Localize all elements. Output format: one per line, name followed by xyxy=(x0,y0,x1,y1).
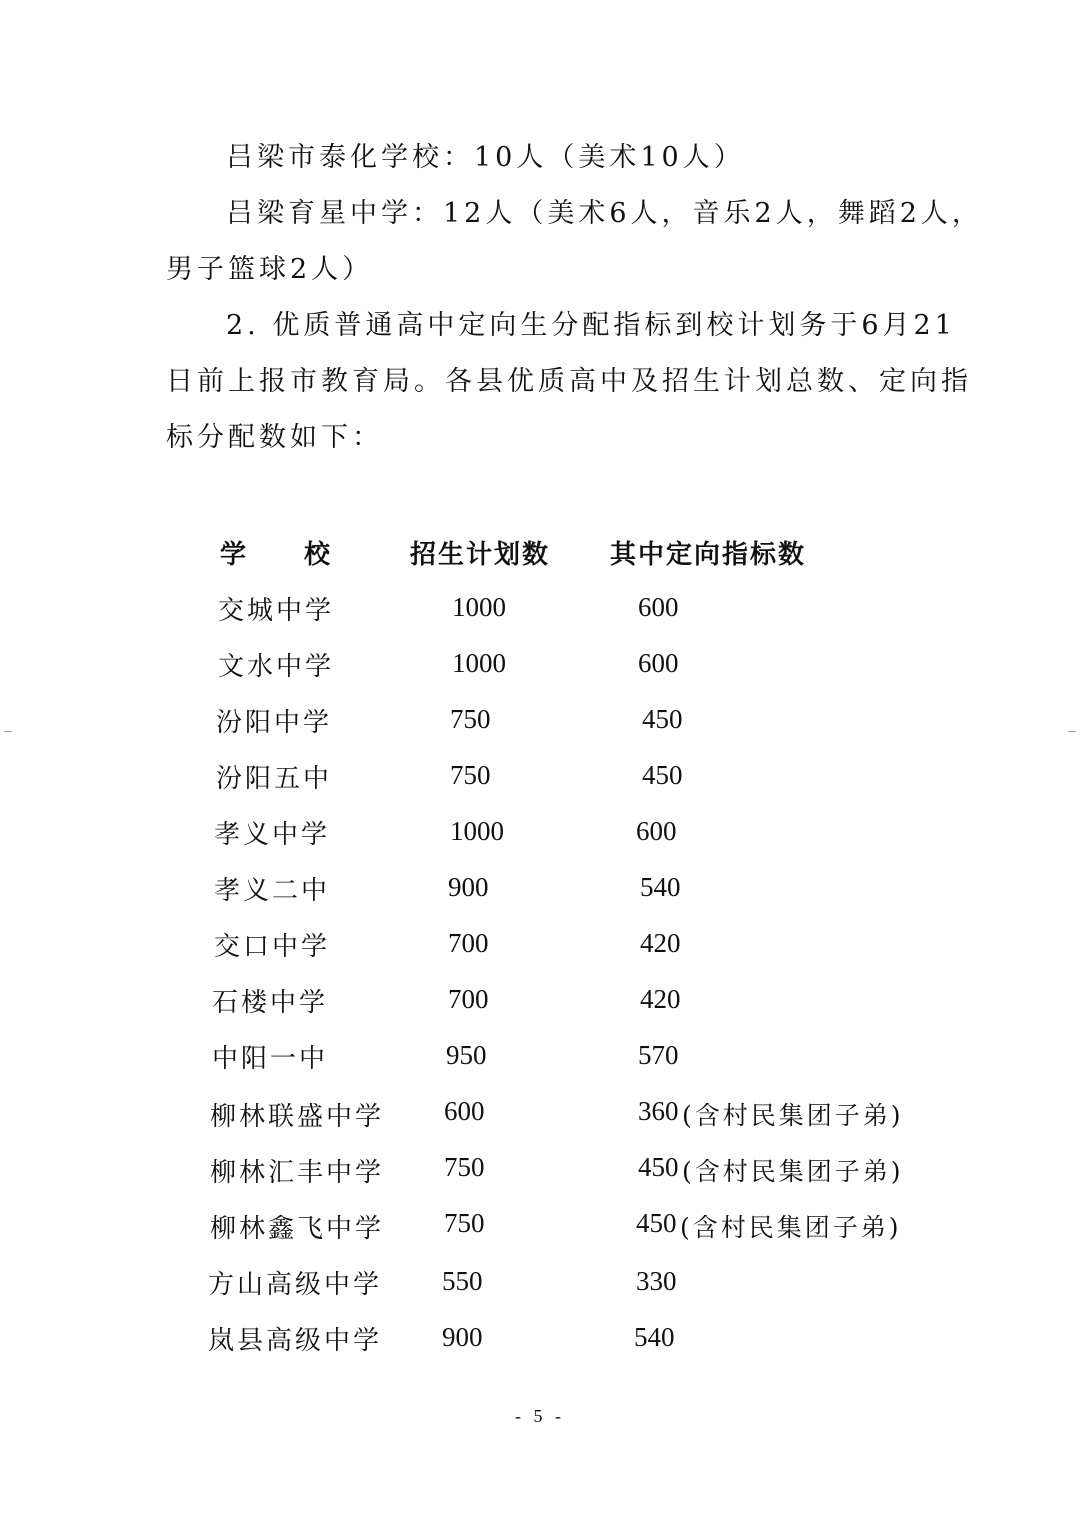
cell-directed: 540 xyxy=(640,872,681,902)
cell-plan: 1000 xyxy=(452,648,506,678)
cell-school: 柳林鑫飞中学 xyxy=(210,1214,385,1244)
header-school: 学 校 xyxy=(220,540,333,570)
scan-edge-mark-right xyxy=(1068,731,1076,732)
cell-school: 中阳一中 xyxy=(212,1044,329,1074)
cell-plan: 600 xyxy=(444,1096,485,1126)
cell-directed: 450 xyxy=(642,760,683,790)
cell-school: 柳林汇丰中学 xyxy=(210,1158,385,1188)
cell-directed: 450 xyxy=(636,1208,677,1238)
cell-directed: 330 xyxy=(636,1266,677,1296)
cell-plan: 1000 xyxy=(452,592,506,622)
cell-directed: 600 xyxy=(638,592,679,622)
header-plan: 招生计划数 xyxy=(410,540,551,570)
cell-directed: 600 xyxy=(636,816,677,846)
cell-directed: 360 xyxy=(638,1096,679,1126)
cell-plan: 750 xyxy=(444,1152,485,1182)
paragraph-taihua-school: 吕梁市泰化学校：10人（美术10人） xyxy=(226,142,745,173)
cell-directed: 570 xyxy=(638,1040,679,1070)
paragraph-yuxing-continued: 男子篮球2人） xyxy=(166,254,374,285)
cell-directed-note: (含村民集团子弟) xyxy=(680,1213,902,1242)
cell-plan: 700 xyxy=(448,984,489,1014)
cell-directed: 450 xyxy=(638,1152,679,1182)
paragraph-yuxing-school: 吕梁育星中学：12人（美术6人，音乐2人，舞蹈2人， xyxy=(226,198,983,229)
cell-directed-note: (含村民集团子弟) xyxy=(682,1157,904,1186)
cell-school: 孝义二中 xyxy=(214,876,331,906)
cell-school: 交城中学 xyxy=(218,596,335,626)
scan-edge-mark-left xyxy=(4,731,12,732)
cell-plan: 900 xyxy=(448,872,489,902)
cell-plan: 700 xyxy=(448,928,489,958)
cell-plan: 750 xyxy=(444,1208,485,1238)
paragraph-item-2-line3: 标分配数如下： xyxy=(166,422,383,453)
cell-school: 交口中学 xyxy=(214,932,331,962)
cell-directed: 540 xyxy=(634,1322,675,1352)
cell-school: 方山高级中学 xyxy=(208,1270,383,1300)
paragraph-item-2-line2: 日前上报市教育局。各县优质高中及招生计划总数、定向指 xyxy=(166,366,972,397)
cell-directed: 420 xyxy=(640,984,681,1014)
cell-directed-note: (含村民集团子弟) xyxy=(682,1101,904,1130)
cell-school: 孝义中学 xyxy=(214,820,331,850)
paragraph-item-2: 2. 优质普通高中定向生分配指标到校计划务于6月21 xyxy=(226,310,956,341)
page-number: - 5 - xyxy=(515,1406,565,1426)
cell-plan: 950 xyxy=(446,1040,487,1070)
cell-school: 石楼中学 xyxy=(212,988,329,1018)
cell-school: 柳林联盛中学 xyxy=(210,1102,385,1132)
cell-plan: 1000 xyxy=(450,816,504,846)
cell-plan: 750 xyxy=(450,704,491,734)
cell-directed: 600 xyxy=(638,648,679,678)
cell-plan: 550 xyxy=(442,1266,483,1296)
cell-plan: 750 xyxy=(450,760,491,790)
cell-school: 文水中学 xyxy=(218,652,335,682)
header-directed: 其中定向指标数 xyxy=(610,540,807,570)
cell-directed: 450 xyxy=(642,704,683,734)
cell-school: 岚县高级中学 xyxy=(208,1326,383,1356)
cell-school: 汾阳五中 xyxy=(216,764,333,794)
cell-school: 汾阳中学 xyxy=(216,708,333,738)
cell-plan: 900 xyxy=(442,1322,483,1352)
cell-directed: 420 xyxy=(640,928,681,958)
